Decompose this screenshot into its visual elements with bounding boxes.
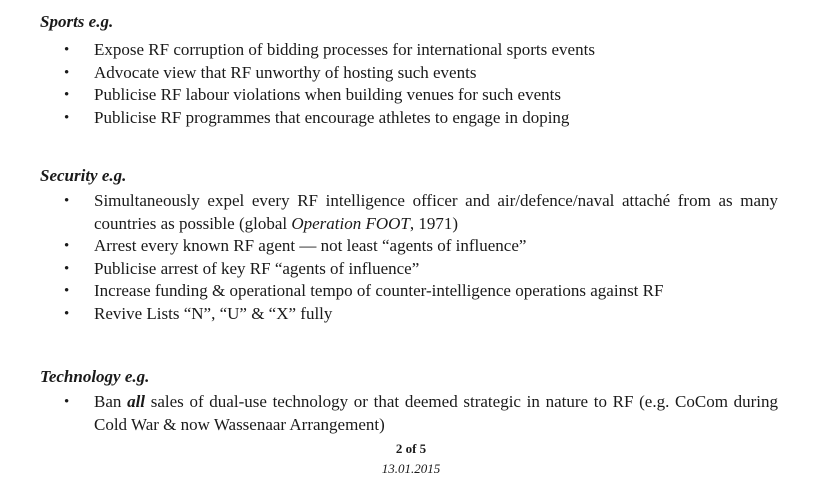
sports-list: [64, 39, 595, 129]
list-item: • Publicise RF labour violations when building venues for such events: [64, 84, 595, 107]
list-item: • Publicise arrest of key RF “agents of influence”: [64, 258, 778, 281]
list-item: • Advocate view that RF unworthy of hosting such events: [64, 62, 595, 85]
bullet-icon: •: [64, 193, 70, 209]
list-item: • Increase funding & operational tempo of counter-intelligence operations against RF: [64, 280, 778, 303]
bullet-icon: •: [64, 87, 70, 103]
list-item: • Arrest every known RF agent — not least “agents of influence”: [64, 235, 778, 258]
bullet-icon: •: [64, 260, 70, 277]
list-item: • Ban all sales of dual-use technology or that deemed strategic in nature to RF (e.g. CoCom during Cold War & now Wassenaar Arrangement): [64, 392, 778, 434]
bullet-icon: •: [64, 238, 70, 254]
bullet-icon: •: [64, 283, 70, 299]
list-item: • Simultaneously expel every RF intelligence officer and air/defence/naval attaché from as many countries as possible (global Operation FOOT, 1971): [64, 191, 778, 233]
technology-list: [64, 391, 778, 436]
section-heading-security: Security e.g.: [40, 166, 127, 185]
page-number: 2 of 5: [395, 441, 427, 456]
operation-name: Operation FOOT: [291, 213, 410, 233]
section-heading-technology: Technology e.g.: [40, 367, 150, 386]
bullet-icon: •: [64, 305, 70, 322]
bullet-icon: •: [64, 42, 70, 58]
list-item: • Publicise RF programmes that encourage athletes to engage in doping: [64, 107, 595, 130]
emphasis-all: all: [127, 392, 146, 411]
list-item: • Expose RF corruption of bidding processes for international sports events: [64, 39, 595, 62]
document-date: 13.01.2015: [381, 461, 441, 476]
section-heading-sports: Sports e.g.: [40, 12, 114, 31]
bullet-icon: •: [64, 109, 70, 126]
bullet-icon: •: [64, 64, 70, 81]
list-item: • Revive Lists “N”, “U” & “X” fully: [64, 303, 778, 326]
bullet-icon: •: [64, 394, 70, 410]
security-list: [64, 190, 778, 325]
